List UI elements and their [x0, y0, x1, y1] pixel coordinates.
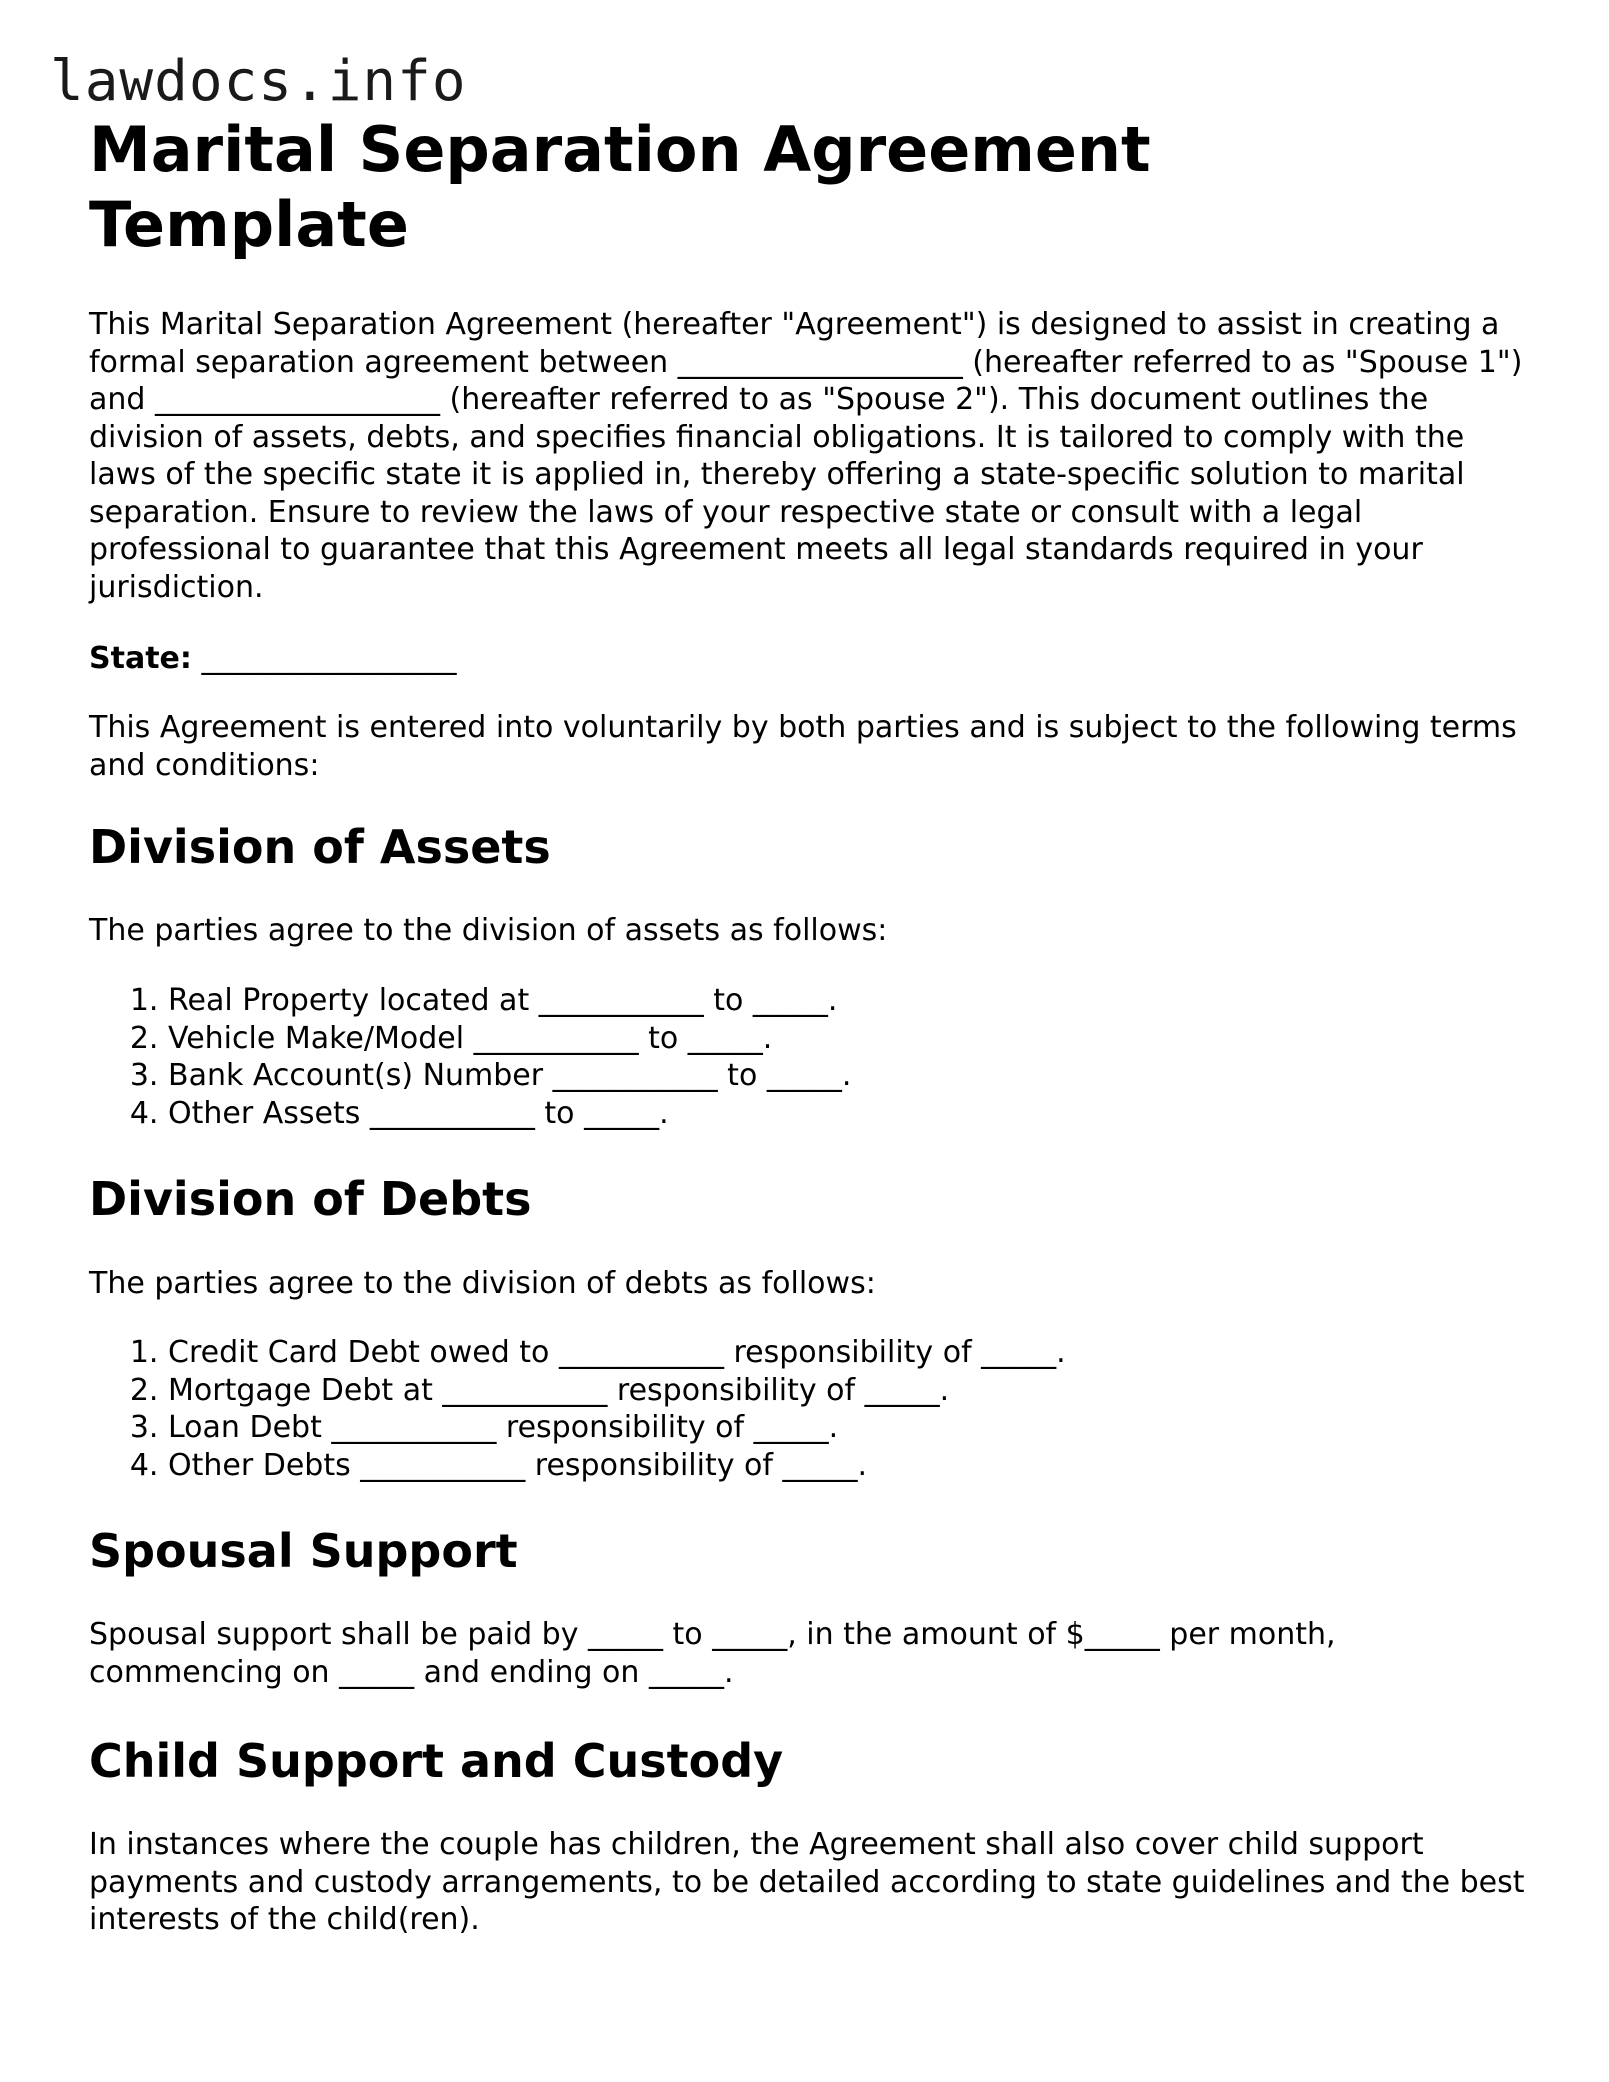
voluntary-paragraph: This Agreement is entered into voluntarily by both parties and is subject to the following terms and conditions: — [89, 710, 1517, 783]
list-item: 4. Other Assets ___________ to _____. — [168, 1095, 851, 1133]
list-item: 2. Mortgage Debt at ___________ responsibility of _____. — [168, 1372, 1066, 1410]
child-paragraph: In instances where the couple has children, the Agreement shall also cover child support payments and custody arrangements, to be detailed according to state guidelines and the best interests of the child(ren). — [89, 1827, 1525, 1937]
assets-heading: Division of Assets — [89, 820, 551, 874]
intro-paragraph: This Marital Separation Agreement (hereafter "Agreement") is designed to assist in creating a formal separation agreement between ___________________ (hereafter referred to as "Spouse 1") and ___________________ (hereafter referred to as "Spouse 2"). This document outlines the division of assets, debts, and specifies financial obligations. It is tailored to comply with the laws of the specific state it is applied in, thereby offering a state-specific solution to marital separation. Ensure to review the laws of your respective state or consult with a legal professional to guarantee that this Agreement meets all legal standards required in your jurisdiction. — [89, 307, 1523, 605]
spousal-heading: Spousal Support — [89, 1524, 518, 1578]
state-blank: _________________ — [201, 641, 457, 676]
assets-list — [89, 982, 851, 1132]
state-field — [89, 640, 456, 678]
list-item: 2. Vehicle Make/Model ___________ to _____. — [168, 1020, 851, 1058]
list-item: 3. Bank Account(s) Number ___________ to _____. — [168, 1057, 851, 1095]
document-body — [89, 112, 1529, 1937]
debts-lead: The parties agree to the division of debts as follows: — [89, 1266, 876, 1301]
list-item: 3. Loan Debt ___________ responsibility of _____. — [168, 1409, 1066, 1447]
child-heading: Child Support and Custody — [89, 1734, 784, 1788]
list-item: 1. Credit Card Debt owed to ___________ responsibility of _____. — [168, 1334, 1066, 1372]
list-item: 4. Other Debts ___________ responsibility of _____. — [168, 1447, 1066, 1485]
list-item: 1. Real Property located at ___________ to _____. — [168, 982, 851, 1020]
debts-heading: Division of Debts — [89, 1172, 532, 1226]
site-watermark: lawdocs.info — [50, 49, 467, 114]
state-label: State: — [89, 641, 192, 676]
assets-lead: The parties agree to the division of assets as follows: — [89, 913, 888, 948]
debts-list — [89, 1334, 1066, 1484]
spousal-paragraph: Spousal support shall be paid by _____ to _____, in the amount of $_____ per month, commencing on _____ and ending on _____. — [89, 1617, 1336, 1690]
document-title: Marital Separation Agreement Template — [89, 113, 1151, 261]
